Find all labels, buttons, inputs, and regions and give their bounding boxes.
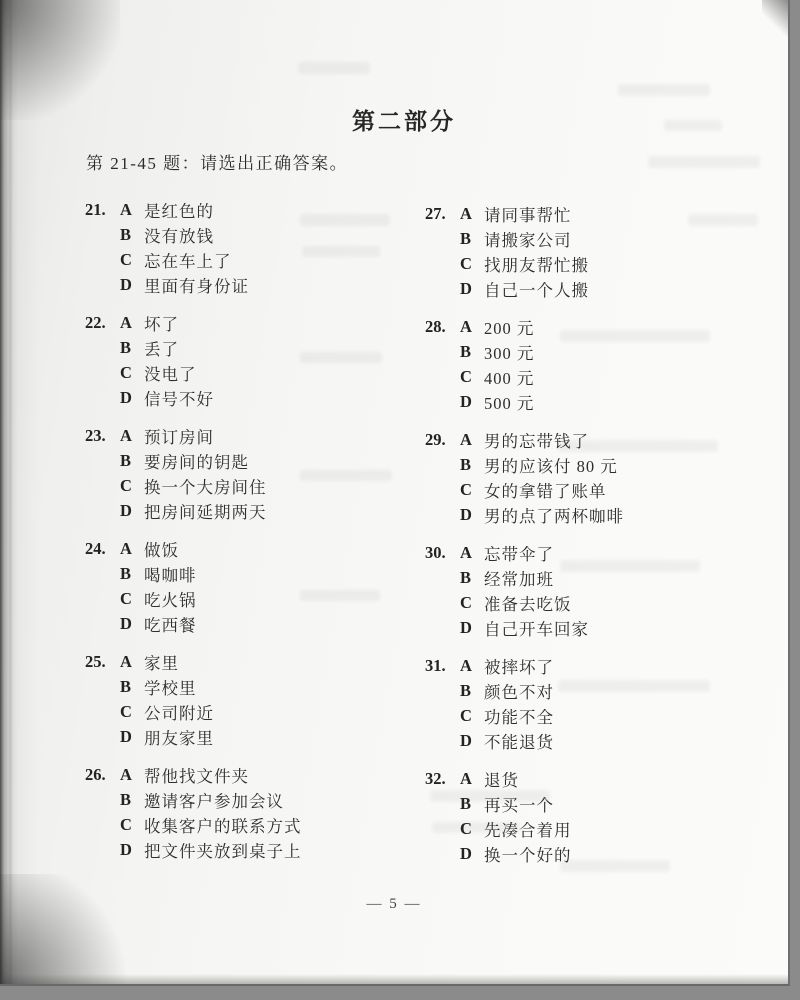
option-row-d [460,615,755,640]
option-text: 再买一个 [484,795,554,815]
question-26 [85,762,415,862]
option-letter: C [120,588,132,608]
option-text: 自己开车回家 [484,619,589,639]
option-row-d [460,389,755,414]
option-letter: B [460,680,472,700]
question-number: 28. [425,317,446,336]
option-text: 颜色不对 [484,682,554,702]
options-list [120,762,415,862]
option-row-c [460,816,755,841]
options-list [120,310,415,410]
option-text: 请同事帮忙 [484,205,572,225]
option-letter: D [460,391,472,411]
options-list [460,427,755,527]
option-text: 朋友家里 [144,728,214,748]
option-row-b [460,678,755,703]
option-letter: A [460,655,472,675]
option-text: 是红色的 [144,201,214,221]
top-left-corner-shadow [0,0,120,120]
option-letter: D [120,387,132,407]
option-row-d [460,502,755,527]
option-letter: A [120,764,132,784]
section-title: 第二部分 [352,109,456,134]
question-22 [85,310,415,410]
option-letter: C [120,701,132,721]
bleedthrough-smudge [648,156,760,168]
option-text: 要房间的钥匙 [144,452,249,472]
option-text: 里面有身份证 [144,276,249,296]
option-text: 没电了 [144,364,197,384]
option-row-d [120,724,415,749]
option-row-a [120,310,415,335]
option-letter: C [120,249,132,269]
option-text: 经常加班 [484,569,554,589]
option-letter: B [120,337,132,357]
option-text: 把文件夹放到桌子上 [144,841,302,861]
option-text: 忘在车上了 [144,251,232,271]
option-row-c [460,364,755,389]
option-row-b [120,448,415,473]
option-text: 300 元 [484,343,535,363]
option-text: 自己一个人搬 [484,280,589,300]
option-row-c [120,247,415,272]
options-list [460,314,755,414]
option-row-c [460,251,755,276]
option-row-a [120,423,415,448]
bleedthrough-smudge [298,62,370,74]
question-29 [425,427,755,527]
page-crease [8,0,13,984]
option-row-a [460,427,755,452]
option-text: 男的忘带钱了 [484,431,589,451]
option-letter: C [120,475,132,495]
option-row-d [120,272,415,297]
top-right-corner-shadow [762,0,788,40]
option-text: 女的拿错了账单 [484,481,607,501]
option-row-c [120,586,415,611]
options-list [460,766,755,866]
question-24 [85,536,415,636]
option-letter: A [120,538,132,558]
option-letter: D [460,730,472,750]
option-text: 预订房间 [144,427,214,447]
option-row-d [460,728,755,753]
option-text: 换一个大房间住 [144,477,267,497]
question-number: 24. [85,539,106,558]
option-letter: D [120,726,132,746]
option-letter: D [120,274,132,294]
option-letter: B [120,450,132,470]
option-text: 坏了 [144,314,179,334]
option-letter: B [460,341,472,361]
option-text: 请搬家公司 [484,230,572,250]
option-row-c [120,473,415,498]
option-row-d [120,385,415,410]
option-letter: D [460,617,472,637]
option-text: 学校里 [144,678,197,698]
option-text: 500 元 [484,393,535,413]
left-edge-shadow [0,0,40,984]
option-letter: B [460,793,472,813]
option-letter: B [120,676,132,696]
option-letter: C [120,362,132,382]
option-text: 吃火锅 [144,590,197,610]
option-text: 做饭 [144,540,179,560]
option-text: 喝咖啡 [144,565,197,585]
question-number: 21. [85,200,106,219]
option-text: 换一个好的 [484,845,572,865]
option-letter: C [460,479,472,499]
option-letter: B [120,563,132,583]
option-row-a [120,536,415,561]
page-number: — 5 — [366,896,422,912]
option-text: 200 元 [484,318,535,338]
option-text: 收集客户的联系方式 [144,816,302,836]
question-number: 32. [425,769,446,788]
question-number: 29. [425,430,446,449]
option-text: 吃西餐 [144,615,197,635]
option-text: 不能退货 [484,732,554,752]
option-row-a [120,197,415,222]
question-27 [425,201,755,301]
question-31 [425,653,755,753]
question-number: 23. [85,426,106,445]
question-number: 27. [425,204,446,223]
option-row-b [460,791,755,816]
option-letter: D [120,839,132,859]
question-number: 22. [85,313,106,332]
option-letter: A [460,203,472,223]
bottom-left-corner-shadow [0,874,130,984]
option-text: 邀请客户参加会议 [144,791,284,811]
option-row-c [460,590,755,615]
option-row-b [120,674,415,699]
option-row-a [460,766,755,791]
option-row-c [120,812,415,837]
option-letter: D [460,843,472,863]
option-row-a [460,314,755,339]
options-list [460,540,755,640]
question-28 [425,314,755,414]
option-row-c [120,699,415,724]
option-letter: C [460,592,472,612]
option-row-b [460,226,755,251]
option-row-d [120,837,415,862]
question-32 [425,766,755,866]
option-row-d [120,498,415,523]
option-row-c [120,360,415,385]
option-letter: C [460,366,472,386]
options-list [120,197,415,297]
option-text: 男的点了两杯咖啡 [484,506,624,526]
option-row-b [120,561,415,586]
questions-column-right [425,201,755,879]
questions-column-left [85,197,415,875]
option-text: 丢了 [144,339,179,359]
options-list [120,536,415,636]
option-letter: A [460,768,472,788]
options-list [460,201,755,301]
question-30 [425,540,755,640]
option-text: 男的应该付 80 元 [484,456,618,476]
option-row-a [460,540,755,565]
option-letter: D [120,613,132,633]
option-letter: B [120,224,132,244]
option-row-b [460,452,755,477]
option-letter: C [460,818,472,838]
option-text: 功能不全 [484,707,554,727]
option-letter: B [460,567,472,587]
option-text: 家里 [144,653,179,673]
bleedthrough-smudge [618,84,710,96]
option-row-c [460,703,755,728]
option-letter: D [460,278,472,298]
option-text: 找朋友帮忙搬 [484,255,589,275]
instruction-text: 第 21-45 题：请选出正确答案。 [86,154,349,173]
option-text: 帮他找文件夹 [144,766,249,786]
option-letter: B [460,228,472,248]
option-text: 忘带伞了 [484,544,554,564]
options-list [460,653,755,753]
option-text: 信号不好 [144,389,214,409]
option-letter: A [120,312,132,332]
option-row-a [460,653,755,678]
bottom-edge-shadow [0,974,788,984]
option-row-d [460,841,755,866]
options-list [120,423,415,523]
option-row-a [460,201,755,226]
question-21 [85,197,415,297]
option-row-a [120,649,415,674]
option-letter: C [460,253,472,273]
option-row-b [460,565,755,590]
question-23 [85,423,415,523]
option-text: 准备去吃饭 [484,594,572,614]
option-text: 400 元 [484,368,535,388]
option-letter: C [120,814,132,834]
question-25 [85,649,415,749]
question-number: 31. [425,656,446,675]
option-letter: A [460,429,472,449]
option-text: 被摔坏了 [484,657,554,677]
option-row-b [460,339,755,364]
option-letter: B [460,454,472,474]
option-text: 没有放钱 [144,226,214,246]
option-letter: A [120,199,132,219]
option-text: 退货 [484,770,519,790]
option-text: 先凑合着用 [484,820,572,840]
option-letter: D [460,504,472,524]
option-text: 把房间延期两天 [144,502,267,522]
option-row-d [120,611,415,636]
option-letter: B [120,789,132,809]
option-row-c [460,477,755,502]
option-letter: A [120,651,132,671]
option-row-b [120,335,415,360]
option-letter: A [460,542,472,562]
question-number: 30. [425,543,446,562]
question-number: 25. [85,652,106,671]
option-letter: C [460,705,472,725]
option-row-b [120,222,415,247]
option-letter: D [120,500,132,520]
question-number: 26. [85,765,106,784]
options-list [120,649,415,749]
option-row-d [460,276,755,301]
option-row-a [120,762,415,787]
option-row-b [120,787,415,812]
option-letter: A [460,316,472,336]
option-letter: A [120,425,132,445]
option-text: 公司附近 [144,703,214,723]
